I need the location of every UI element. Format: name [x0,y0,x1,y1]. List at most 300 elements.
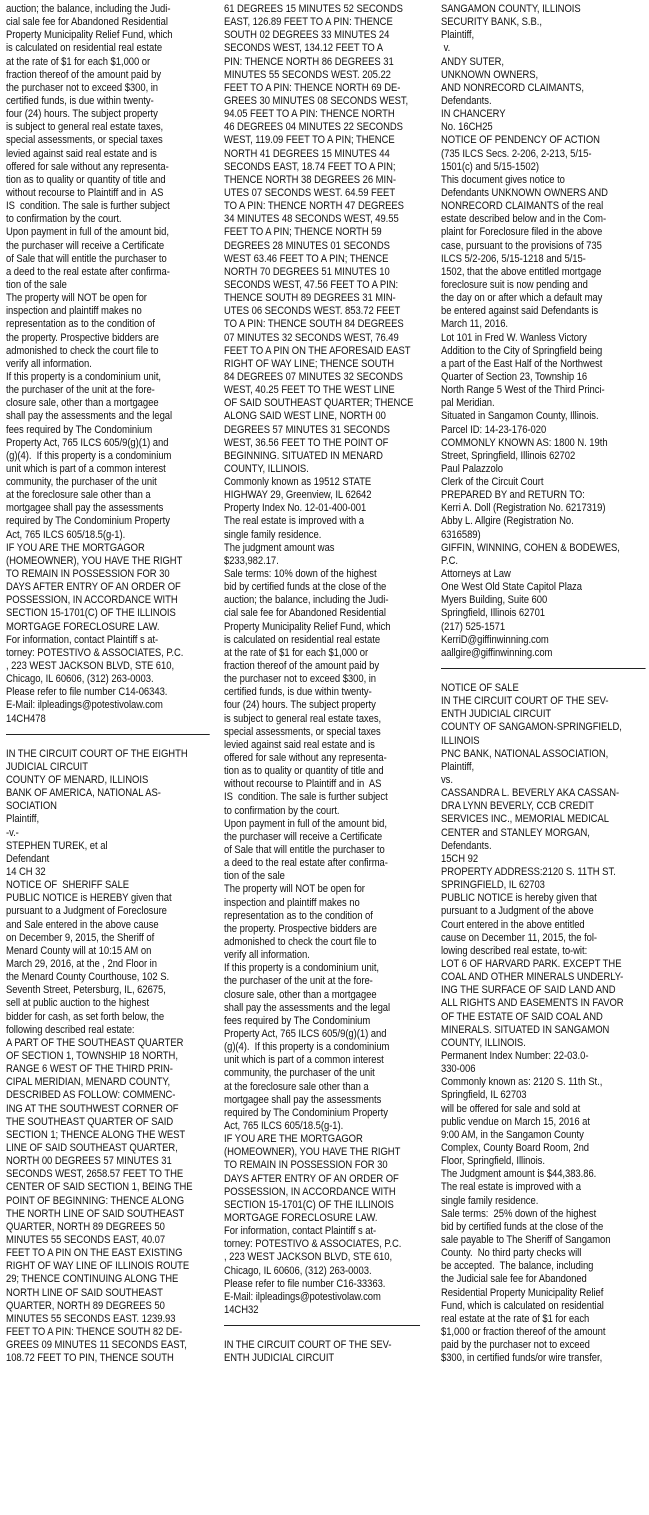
notice-line: at the foreclosure sale other than a [6,489,151,502]
notice-line: Please refer to file number C16-33363. [224,1277,386,1290]
notice-line: TO A PIN: THENCE NORTH 47 DEGREES [224,200,404,213]
notice-line: COUNTY, ILLINOIS. [441,1036,526,1049]
notice-line: ING AT THE SOUTHWEST CORNER OF [6,1102,179,1115]
notice-line: FEET TO A PIN: THENCE NORTH 69 DE- [224,81,401,94]
notice-line: KerriD@giffinwinning.com [441,633,549,646]
notice-line: THENCE NORTH 38 DEGREES 26 MIN- [224,173,396,186]
notice-line: levied against said real estate and is [224,738,375,751]
notice-line: Upon payment in full of the amount bid, [224,817,387,830]
notice-line: Please refer to file number C14-06343. [6,686,168,699]
notice-line: E-Mail: ilpleadings@potestivolaw.com [6,699,163,712]
notice-line: fees required by The Condominium [224,1014,371,1027]
notice-line: at the rate of $1 for each $1,000 or [224,646,369,659]
notice-line: THENCE SOUTH 89 DEGREES 31 MIN- [224,292,396,305]
notice-line: RIGHT OF WAY LINE; THENCE SOUTH [224,357,395,370]
notice-line: the purchaser will receive a Certificate [6,239,165,252]
notice-line: IN THE CIRCUIT COURT OF THE SEV- [224,1339,392,1352]
notice-line: CENTER and STANLEY MORGAN, [441,826,590,839]
notice-line: is subject to general real estate taxes, [224,712,382,725]
notice-line: Parcel ID: 14-23-176-020 [441,423,547,436]
notice-line: Plaintiff, [6,813,40,826]
notice-line: Property Act, 765 ILCS 605/9(g)(1) and [224,1027,387,1040]
legal-notice-block [224,1339,420,1365]
notice-line: OF THE ESTATE OF SAID COAL AND [441,1010,603,1023]
notice-line: LINE OF SAID SOUTHEAST QUARTER, [6,1141,178,1154]
notice-line: WEST 63.46 FEET TO A PIN; THENCE [224,252,389,265]
notice-line: SECTION 15-1701(C) OF THE ILLINOIS [6,607,176,620]
notice-line: Upon payment in full of the amount bid, [6,226,169,239]
notice-line: For information, contact Plaintiff s at- [224,1225,377,1238]
notice-line: One West Old State Capitol Plaza [441,581,582,594]
notice-line: MINUTES 55 SECONDS EAST. 1239.93 [6,1312,176,1325]
notice-line: Property Index No. 12-01-400-001 [224,502,367,515]
notice-line: Floor, Springfield, Illinois. [441,1155,545,1168]
notice-line: ALL RIGHTS AND EASEMENTS IN FAVOR [441,997,624,1010]
notice-line: COUNTY OF MENARD, ILLINOIS [6,774,149,787]
notice-line: the Menard County Courthouse, 102 S. [6,971,170,984]
notice-line: Springfield, Illinois 62701 [441,607,546,620]
notice-line: GREES 30 MINUTES 08 SECONDS WEST, [224,94,409,107]
notice-divider [224,1325,420,1326]
notice-line: 07 MINUTES 32 SECONDS WEST, 76.49 [224,331,399,344]
notice-line: a part of the East Half of the Northwest [441,357,603,370]
notice-line: IF YOU ARE THE MORTGAGOR [224,1133,363,1146]
notice-line: closure sale, other than a mortgagee [6,397,159,410]
notice-line: 34 MINUTES 48 SECONDS WEST, 49.55 [224,213,399,226]
notice-line: (g)(4). If this property is a condominium [224,1041,390,1054]
notice-line: mortgagee shall pay the assessments [6,502,164,515]
notice-divider [6,734,210,735]
notice-line: NORTH 00 DEGREES 57 MINUTES 31 [6,1155,172,1168]
notice-line: (HOMEOWNER), YOU HAVE THE RIGHT [6,554,183,567]
notice-line: fraction thereof of the amount paid by [6,68,162,81]
notice-line: Complex, County Board Room, 2nd [441,1141,590,1154]
notice-line: DEGREES 57 MINUTES 31 SECONDS [224,423,390,436]
notice-line: is subject to general real estate taxes, [6,121,164,134]
notice-line: 1501(c) and 5/15-1502) [441,160,539,173]
notice-line: sale payable to The Sheriff of Sangamon [441,1233,611,1246]
notice-line: bid by certified funds at the close of the [441,1220,604,1233]
notice-line: $300, in certified funds/or wire transfer, [441,1352,603,1365]
notice-line: mortgagee shall pay the assessments [224,1093,382,1106]
notice-line: The real estate is improved with a [441,1181,581,1194]
notice-line: Defendants. [441,94,492,107]
notice-line: SPRINGFIELD, IL 62703 [441,879,545,892]
notice-line: the purchaser not to exceed $300, in [6,81,159,94]
notice-line: County. No third party checks will [441,1247,582,1260]
notice-line: BANK OF AMERICA, NATIONAL AS- [6,787,161,800]
notice-line: 108.72 FEET TO PIN, THENCE SOUTH [6,1352,174,1365]
notice-line: March 11, 2016. [441,318,509,331]
notice-line: the property. Prospective bidders are [224,922,377,935]
notice-line: admonished to check the court file to [224,935,377,948]
notice-line: WEST, 40.25 FEET TO THE WEST LINE [224,384,395,397]
notice-line: PUBLIC NOTICE is HEREBY given that [6,892,172,905]
notice-line: IF YOU ARE THE MORTGAGOR [6,541,145,554]
notice-line: Quarter of Section 23, Township 16 [441,370,588,383]
notice-line: paid by the purchaser not to exceed [441,1339,590,1352]
notice-line: SECONDS WEST, 47.56 FEET TO A PIN: [224,278,399,291]
notice-line: -v.- [6,826,19,839]
notice-line: OF SAID SOUTHEAST QUARTER; THENCE [224,397,414,410]
notice-line: ALONG SAID WEST LINE, NORTH 00 [224,410,386,423]
notice-line: SANGAMON COUNTY, ILLINOIS [441,3,581,15]
notice-line: SOCIATION [6,800,57,813]
notice-line: Myers Building, Suite 600 [441,594,548,607]
notice-line: SECONDS WEST, 134.12 FEET TO A [224,42,384,55]
notice-line: FEET TO A PIN ON THE AFORESAID EAST [224,344,411,357]
notice-line: IN THE CIRCUIT COURT OF THE EIGHTH [6,747,188,760]
notice-line: real estate at the rate of $1 for each [441,1312,590,1325]
notice-line: CIPAL MERIDIAN, MENARD COUNTY, [6,1076,171,1089]
notice-line: Commonly known as: 2120 S. 11th St., [441,1076,603,1089]
notice-line: required by The Condominium Property [6,515,170,528]
notice-line: 9:00 AM, in the Sangamon County [441,1128,584,1141]
notice-line: TO REMAIN IN POSSESSION FOR 30 [6,568,170,581]
notice-line: be entered against said Defendants is [441,305,599,318]
notice-line: fees required by The Condominium [6,423,153,436]
notice-line: Defendants UNKNOWN OWNERS AND [441,186,608,199]
notice-line: SECONDS WEST, 2658.57 FEET TO THE [6,1168,184,1181]
notice-line: DESCRIBED AS FOLLOW: COMMENC- [6,1089,176,1102]
notice-line: The property will NOT be open for [224,883,365,896]
notice-line: tion of the sale [224,870,285,883]
notice-line: Attorneys at Law [441,568,511,581]
notice-line: tion of the sale [6,278,67,291]
column-3 [441,3,646,1513]
notice-line: FEET TO A PIN; THENCE NORTH 59 [224,226,382,239]
notice-line: at the foreclosure sale other than a [224,1080,369,1093]
notice-line: (g)(4). If this property is a condominium [6,449,172,462]
notice-line: NORTH 41 DEGREES 15 MINUTES 44 [224,147,390,160]
notice-line: lowing described real estate, to-wit: [441,944,588,957]
notice-line: , 223 WEST JACKSON BLVD, STE 610, [6,660,175,673]
notice-line: be accepted. The balance, including [441,1260,594,1273]
notice-line: aallgire@giffinwinning.com [441,646,553,659]
notice-line: PUBLIC NOTICE is hereby given that [441,892,597,905]
notice-line: Property Municipality Relief Fund, which [224,620,391,633]
notice-line: UTES 07 SECONDS WEST. 64.59 FEET [224,186,396,199]
notice-line: following described real estate: [6,1023,135,1036]
notice-line: offered for sale without any representa- [224,752,387,765]
legal-notice-block [6,3,210,726]
notice-line: $1,000 or fraction thereof of the amount [441,1325,606,1338]
notice-line: fraction thereof of the amount paid by [224,660,380,673]
notice-line: cial sale fee for Abandoned Residential [224,607,386,620]
notice-line: ING THE SURFACE OF SAID LAND AND [441,984,616,997]
notice-line: NORTH LINE OF SAID SOUTHEAST [6,1286,163,1299]
legal-notice-block [224,3,420,1317]
notice-line: 61 DEGREES 15 MINUTES 52 SECONDS [224,3,403,15]
notice-line: PIN: THENCE NORTH 86 DEGREES 31 [224,55,394,68]
notice-line: pursuant to a Judgment of the above [441,905,594,918]
notice-line: Plaintiff, [441,29,475,42]
notice-line: pal Meridian. [441,397,495,410]
notice-line: of Sale that will entitle the purchaser to [224,844,385,856]
notice-line: POINT OF BEGINNING: THENCE ALONG [6,1194,185,1207]
notice-line: DRA LYNN BEVERLY, CCB CREDIT [441,800,594,813]
notice-line: UTES 06 SECONDS WEST. 853.72 FEET [224,305,401,318]
notice-line: Defendant [6,852,50,865]
notice-line: The real estate is improved with a [224,515,364,528]
notice-line: AND NONRECORD CLAIMANTS, [441,81,584,94]
notice-line: Court entered in the above entitled [441,918,585,931]
notice-line: MINERALS. SITUATED IN SANGAMON [441,1023,610,1036]
notice-line: four (24) hours. The subject property [6,108,158,121]
notice-line: estate described below and in the Com- [441,213,607,226]
notice-line: Lot 101 in Fred W. Wanless Victory [441,331,587,344]
notice-line: plaint for Foreclosure filed in the above [441,226,603,239]
notice-line: bidder for cash, as set forth below, the [6,1010,165,1023]
notice-line: North Range 5 West of the Third Princi- [441,384,605,397]
notice-line: COUNTY, ILLINOIS. [224,462,309,475]
notice-line: PROPERTY ADDRESS:2120 S. 11TH ST. [441,866,616,878]
notice-line: RANGE 6 WEST OF THE THIRD PRIN- [6,1063,173,1076]
notice-line: COAL AND OTHER MINERALS UNDERLY- [441,971,624,984]
notice-line: POSSESSION, IN ACCORDANCE WITH [224,1185,396,1198]
notice-line: v. [441,42,451,55]
notice-line: the purchaser of the unit at the fore- [6,384,155,397]
notice-line: CASSANDRA L. BEVERLY AKA CASSAN- [441,787,620,800]
notice-line: LOT 6 OF HARVARD PARK. EXCEPT THE [441,957,622,970]
notice-line: NONRECORD CLAIMANTS of the real [441,200,604,213]
notice-line: IS condition. The sale is further subject [6,200,170,213]
legal-notice-block [6,748,210,1366]
notice-line: auction; the balance, including the Judi- [224,594,389,607]
notice-line: THE SOUTHEAST QUARTER OF SAID [6,1115,174,1128]
notice-line: Clerk of the Circuit Court [441,476,544,489]
notice-line: COMMONLY KNOWN AS: 1800 N. 19th [441,436,608,449]
notice-line: TO A PIN: THENCE SOUTH 84 DEGREES [224,318,404,331]
notice-line: public vendue on March 15, 2016 at [441,1115,590,1128]
notice-line: MINUTES 55 SECONDS WEST. 205.22 [224,68,391,81]
notice-line: (HOMEOWNER), YOU HAVE THE RIGHT [224,1146,401,1159]
notice-line: Permanent Index Number: 22-03.0- [441,1049,589,1062]
notice-line: a deed to the real estate after confirma- [6,265,170,278]
notice-line: the purchaser of the unit at the fore- [224,975,373,988]
notice-line: tion as to quality or quantity of title and [224,765,384,778]
notice-line: A PART OF THE SOUTHEAST QUARTER [6,1036,184,1049]
notice-line: Property Act, 765 ILCS 605/9(g)(1) and [6,436,169,449]
notice-line: to confirmation by the court. [6,213,122,226]
notice-line: TO REMAIN IN POSSESSION FOR 30 [224,1159,388,1172]
notice-line: IN THE CIRCUIT COURT OF THE SEV- [441,695,609,708]
notice-line: admonished to check the court file to [6,344,159,357]
notice-line: shall pay the assessments and the legal [6,410,173,423]
notice-line: ENTH JUDICIAL CIRCUIT [224,1352,335,1365]
notice-line: Sale terms: 25% down of the highest [441,1207,597,1220]
notice-line: case, pursuant to the provisions of 735 [441,239,602,252]
notice-line: of Sale that will entitle the purchaser to [6,252,167,265]
notice-line: DAYS AFTER ENTRY OF AN ORDER OF [224,1172,399,1185]
notice-line: GREES 09 MINUTES 11 SECONDS EAST, [6,1339,187,1352]
notice-line: ANDY SUTER, [441,55,504,68]
notice-line: NORTH 70 DEGREES 51 MINUTES 10 [224,265,390,278]
notice-line: March 29, 2016, at the , 2nd Floor in [6,957,157,970]
notice-line: Plaintiff, [441,760,475,773]
notice-line: certified funds, is due within twenty- [6,94,154,107]
notice-line: torney: POTESTIVO & ASSOCIATES, P.C. [224,1238,402,1251]
notice-line: single family residence. [441,1194,539,1207]
notice-line: NOTICE OF PENDENCY OF ACTION [441,134,600,147]
notice-line: SERVICES INC., MEMORIAL MEDICAL [441,813,609,826]
notice-line: COUNTY OF SANGAMON-SPRINGFIELD, [441,721,622,734]
notice-line: Springfield, IL 62703 [441,1089,527,1102]
notice-line: UNKNOWN OWNERS, [441,68,539,81]
notice-line: required by The Condominium Property [224,1106,388,1119]
legal-notice-block [441,3,646,660]
notice-line: MORTGAGE FORECLOSURE LAW. [224,1211,378,1224]
notice-line: SECTION 15-1701(C) OF THE ILLINOIS [224,1198,394,1211]
notice-line: 29; THENCE CONTINUING ALONG THE [6,1273,179,1286]
notice-line: BEGINNING. SITUATED IN MENARD [224,449,383,462]
notice-line: No. 16CH25 [441,121,493,134]
notice-line: E-Mail: ilpleadings@potestivolaw.com [224,1290,381,1303]
notice-line: MORTGAGE FORECLOSURE LAW. [6,620,160,633]
notice-line: Paul Palazzolo [441,462,503,475]
notice-line: HIGHWAY 29, Greenview, IL 62642 [224,489,372,502]
notice-line: on December 9, 2015, the Sheriff of [6,931,155,944]
notice-line: RIGHT OF WAY LINE OF ILLINOIS ROUTE [6,1260,190,1273]
notice-line: FEET TO A PIN ON THE EAST EXISTING [6,1247,183,1260]
notice-line: inspection and plaintiff makes no [6,305,142,318]
notice-line: bid by certified funds at the close of the [224,581,387,594]
notice-line: foreclosure suit is now pending and [441,278,588,291]
notice-line: special assessments, or special taxes [224,725,381,738]
notice-line: POSSESSION, IN ACCORDANCE WITH [6,594,178,607]
notice-line: 6316589) [441,528,481,541]
notice-line: auction; the balance, including the Judi- [6,3,171,15]
notice-line: (217) 525-1571 [441,620,506,633]
notice-line: QUARTER, NORTH 89 DEGREES 50 [6,1220,165,1233]
notice-line: CENTER OF SAID SECTION 1, BEING THE [6,1181,193,1194]
notice-line: Sale terms: 10% down of the highest [224,568,377,581]
notice-line: pursuant to a Judgment of Foreclosure [6,905,167,918]
notice-line: community, the purchaser of the unit [224,1067,375,1080]
notice-line: Property Municipality Relief Fund, which [6,29,173,42]
notice-line: the Judicial sale fee for Abandoned [441,1273,587,1286]
notice-line: Kerri A. Doll (Registration No. 6217319) [441,502,606,515]
notice-line: SECONDS EAST, 18.74 FEET TO A PIN; [224,160,396,173]
notice-line: is calculated on residential real estate [224,633,381,646]
notice-line: Situated in Sangamon County, Illinois. [441,410,599,423]
notice-line: MINUTES 55 SECONDS EAST, 40.07 [6,1233,166,1246]
notice-line: , 223 WEST JACKSON BLVD, STE 610, [224,1251,393,1264]
notice-line: 1502, that the above entitled mortgage [441,265,602,278]
notice-line: cause on December 11, 2015, the fol- [441,931,598,944]
notice-line: unit which is part of a common interest [6,462,166,475]
notice-line: will be offered for sale and sold at [441,1102,581,1115]
notice-line: Chicago, IL 60606, (312) 263-0003. [6,673,154,686]
notice-line: SECTION 1; THENCE ALONG THE WEST [6,1128,186,1141]
notice-line: shall pay the assessments and the legal [224,1001,391,1014]
notice-line: (735 ILCS Secs. 2-206, 2-213, 5/15- [441,147,592,160]
notice-line: Menard County will at 10:15 AM on [6,944,152,957]
notice-line: verify all information. [6,357,92,370]
notice-line: Defendants. [441,839,492,852]
notice-line: This document gives notice to [441,173,565,186]
legal-notice-block [441,682,646,1365]
notice-line: to confirmation by the court. [224,804,340,817]
notice-line: certified funds, is due within twenty- [224,686,372,699]
notice-line: representation as to the condition of [6,318,155,331]
notice-line: without recourse to Plaintiff and in AS [6,186,164,199]
notice-line: the purchaser will receive a Certificate [224,830,383,843]
notice-line: NOTICE OF SHERIFF SALE [6,879,130,892]
notice-line: DEGREES 28 MINUTES 01 SECONDS [224,239,390,252]
notice-line: sell at public auction to the highest [6,997,150,1010]
notice-line: levied against said real estate and is [6,147,157,160]
notice-line: Residential Property Municipality Relief [441,1286,604,1299]
notice-line: STEPHEN TUREK, et al [6,839,108,852]
notice-line: Abby L. Allgire (Registration No. [441,515,574,528]
notice-line: IN CHANCERY [441,108,506,121]
notice-line: vs. [441,774,453,787]
notice-line: PNC BANK, NATIONAL ASSOCIATION, [441,747,609,760]
notice-line: 15CH 92 [441,852,479,865]
notice-line: Chicago, IL 60606, (312) 263-0003. [224,1264,372,1277]
column-1 [6,3,210,1513]
notice-line: special assessments, or special taxes [6,134,163,147]
notice-line: SOUTH 02 DEGREES 33 MINUTES 24 [224,29,390,42]
notice-line: Addition to the City of Springfield being [441,344,603,357]
notice-line: tion as to quality or quantity of title and [6,173,166,186]
notice-line: the day on or after which a default may [441,292,603,305]
notice-line: community, the purchaser of the unit [6,476,157,489]
notice-line: If this property is a condominium unit, [6,370,162,383]
notice-line: cial sale fee for Abandoned Residential [6,16,168,29]
notice-line: OF SECTION 1, TOWNSHIP 18 NORTH, [6,1049,178,1062]
notice-line: EAST, 126.89 FEET TO A PIN: THENCE [224,16,393,29]
notice-line: single family residence. [224,528,322,541]
notice-line: ILLINOIS [441,734,480,747]
notice-line: Act, 765 ILCS 605/18.5(g-1). [6,528,126,541]
notice-line: JUDICIAL CIRCUIT [6,760,89,773]
notice-line: and Sale entered in the above cause [6,918,159,931]
notice-line: SECURITY BANK, S.B., [441,16,542,29]
notice-line: 14 CH 32 [6,866,46,878]
notice-line: The property will NOT be open for [6,292,147,305]
notice-line: a deed to the real estate after confirma- [224,857,388,870]
notice-line: unit which is part of a common interest [224,1054,384,1067]
notice-line: 94.05 FEET TO A PIN: THENCE NORTH [224,108,395,121]
notice-line: 14CH32 [224,1303,259,1316]
notice-line: at the rate of $1 for each $1,000 or [6,55,151,68]
column-2 [224,3,420,1513]
notice-line: If this property is a condominium unit, [224,962,380,975]
notice-line: GIFFIN, WINNING, COHEN & BODEWES, [441,541,620,554]
notice-line: For information, contact Plaintiff s at- [6,633,159,646]
notice-line: torney: POTESTIVO & ASSOCIATES, P.C. [6,646,184,659]
notice-line: 46 DEGREES 04 MINUTES 22 SECONDS [224,121,403,134]
notice-line: Fund, which is calculated on residential [441,1299,604,1312]
notice-line: NOTICE OF SALE [441,682,519,695]
notice-divider [441,668,646,669]
notice-line: 330-006 [441,1063,476,1076]
notice-line: verify all information. [224,949,310,962]
notice-line: IS condition. The sale is further subject [224,791,388,804]
notice-line: WEST, 119.09 FEET TO A PIN; THENCE [224,134,395,147]
notice-line: ILCS 5/2-206, 5/15-1218 and 5/15- [441,252,586,265]
notice-line: is calculated on residential real estate [6,42,163,55]
notice-line: the property. Prospective bidders are [6,331,159,344]
notice-line: closure sale, other than a mortgagee [224,988,377,1001]
notice-line: Commonly known as 19512 STATE [224,476,372,489]
notice-line: $233,982.17. [224,554,279,567]
notice-line: P.C. [441,554,459,567]
notice-line: the purchaser not to exceed $300, in [224,673,377,686]
notice-line: inspection and plaintiff makes no [224,896,360,909]
